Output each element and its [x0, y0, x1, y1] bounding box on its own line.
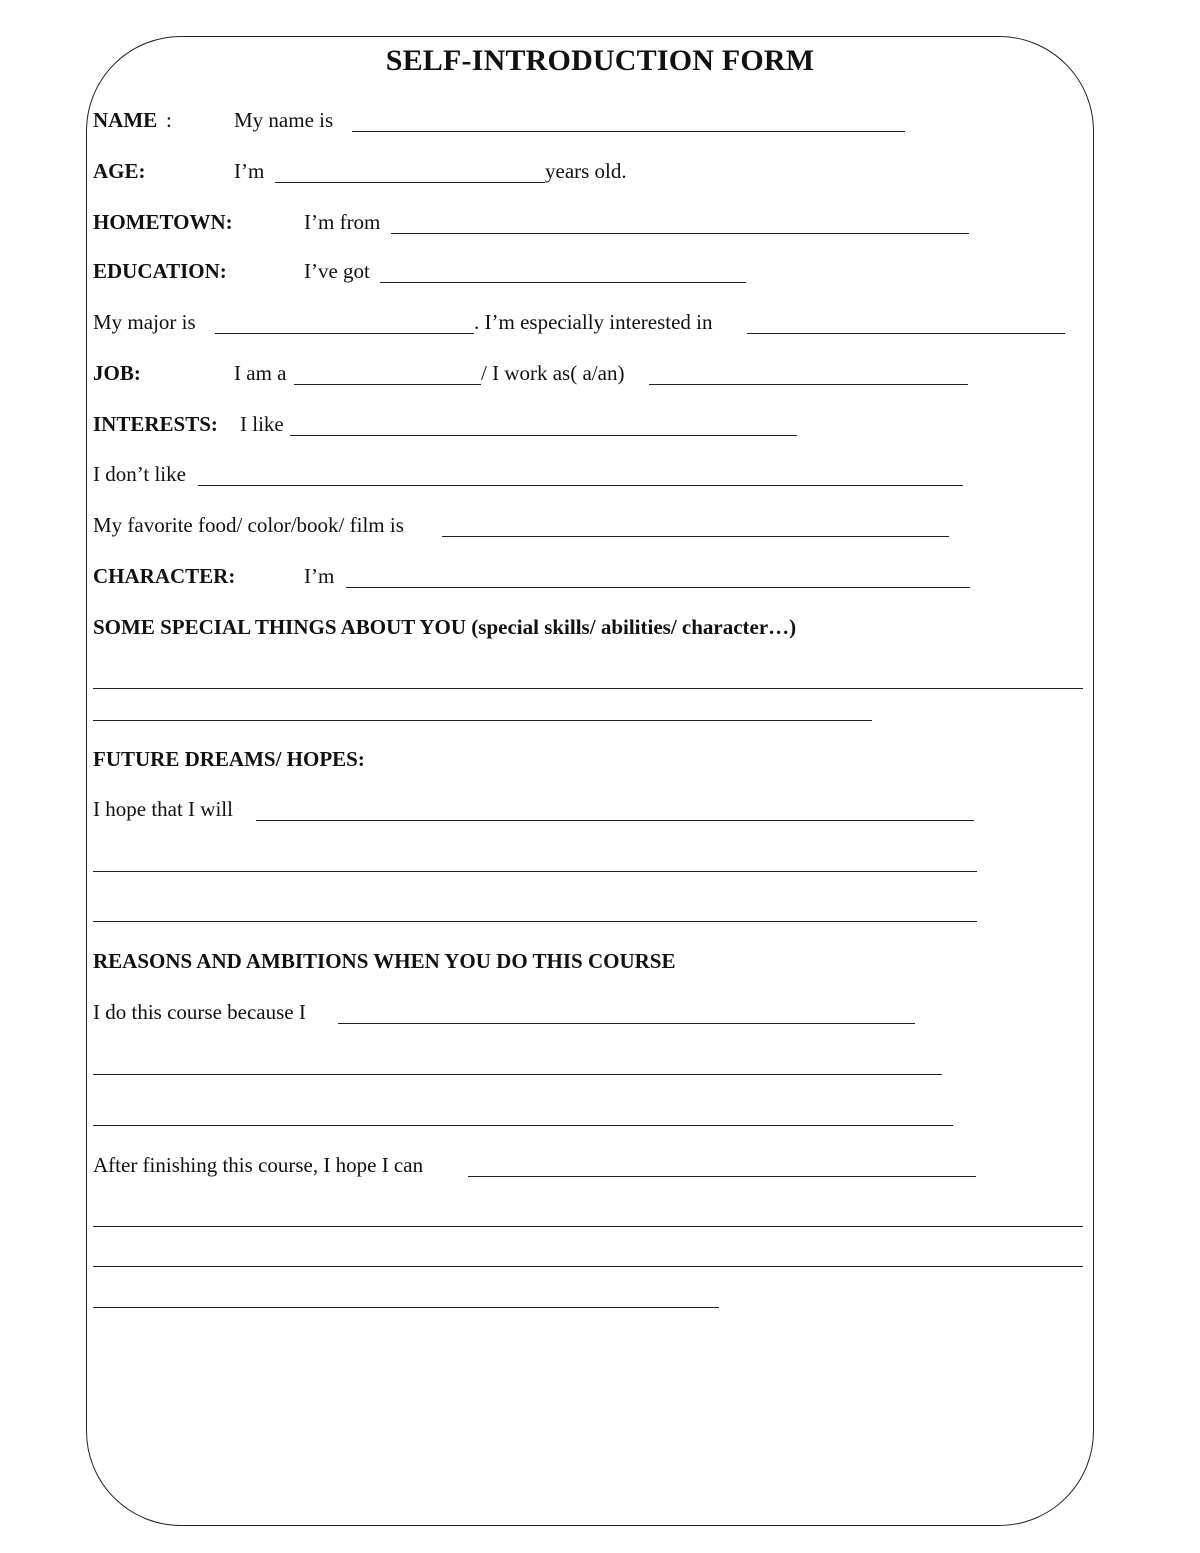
hometown-prompt: I’m from [304, 210, 381, 234]
character-label: CHARACTER: [93, 564, 236, 588]
favorite-blank[interactable] [442, 536, 949, 537]
age-label: AGE: [93, 159, 146, 183]
job-blank[interactable] [294, 384, 481, 385]
name-prompt: My name is [234, 108, 334, 132]
character-prompt: I’m [304, 564, 335, 588]
reasons-heading: REASONS AND AMBITIONS WHEN YOU DO THIS COURSE [93, 949, 676, 973]
after-blank-2[interactable] [93, 1226, 1083, 1227]
dreams-prompt: I hope that I will [93, 797, 233, 821]
character-blank[interactable] [346, 587, 970, 588]
education-label: EDUCATION: [93, 259, 227, 283]
hometown-blank[interactable] [391, 233, 969, 234]
dislike-prompt: I don’t like [93, 462, 186, 486]
special-blank-2[interactable] [93, 720, 872, 721]
dreams-blank-3[interactable] [93, 921, 977, 922]
age-suffix: years old. [545, 159, 627, 183]
job-alt-blank[interactable] [649, 384, 968, 385]
interests-label: INTERESTS: [93, 412, 218, 436]
after-blank-4[interactable] [93, 1307, 719, 1308]
education-prompt: I’ve got [304, 259, 370, 283]
interest-blank[interactable] [747, 333, 1065, 334]
form-title: SELF-INTRODUCTION FORM [385, 44, 815, 77]
job-prompt: I am a [234, 361, 287, 385]
like-blank[interactable] [290, 435, 797, 436]
interest-prompt: . I’m especially interested in [474, 310, 713, 334]
because-blank-2[interactable] [93, 1074, 942, 1075]
because-blank-1[interactable] [338, 1023, 915, 1024]
dreams-blank-1[interactable] [256, 820, 974, 821]
after-blank-3[interactable] [93, 1266, 1083, 1267]
because-blank-3[interactable] [93, 1125, 953, 1126]
dreams-blank-2[interactable] [93, 871, 977, 872]
after-prompt: After finishing this course, I hope I can [93, 1153, 424, 1177]
age-prompt: I’m [234, 159, 265, 183]
dreams-heading: FUTURE DREAMS/ HOPES: [93, 747, 365, 771]
name-blank[interactable] [352, 131, 905, 132]
after-blank-1[interactable] [468, 1176, 976, 1177]
favorite-prompt: My favorite food/ color/book/ film is [93, 513, 404, 537]
like-prompt: I like [240, 412, 284, 436]
name-colon: : [166, 108, 172, 132]
education-blank[interactable] [380, 282, 746, 283]
major-blank[interactable] [215, 333, 474, 334]
name-label: NAME [93, 108, 158, 132]
hometown-label: HOMETOWN: [93, 210, 233, 234]
dislike-blank[interactable] [198, 485, 963, 486]
special-heading: SOME SPECIAL THINGS ABOUT YOU (special skills/ abilities/ character…) [93, 615, 797, 639]
major-prompt: My major is [93, 310, 196, 334]
job-alt-prompt: / I work as( a/an) [481, 361, 625, 385]
age-blank[interactable] [275, 182, 545, 183]
because-prompt: I do this course because I [93, 1000, 306, 1024]
form-border [86, 36, 1094, 1526]
job-label: JOB: [93, 361, 141, 385]
special-blank-1[interactable] [93, 688, 1083, 689]
